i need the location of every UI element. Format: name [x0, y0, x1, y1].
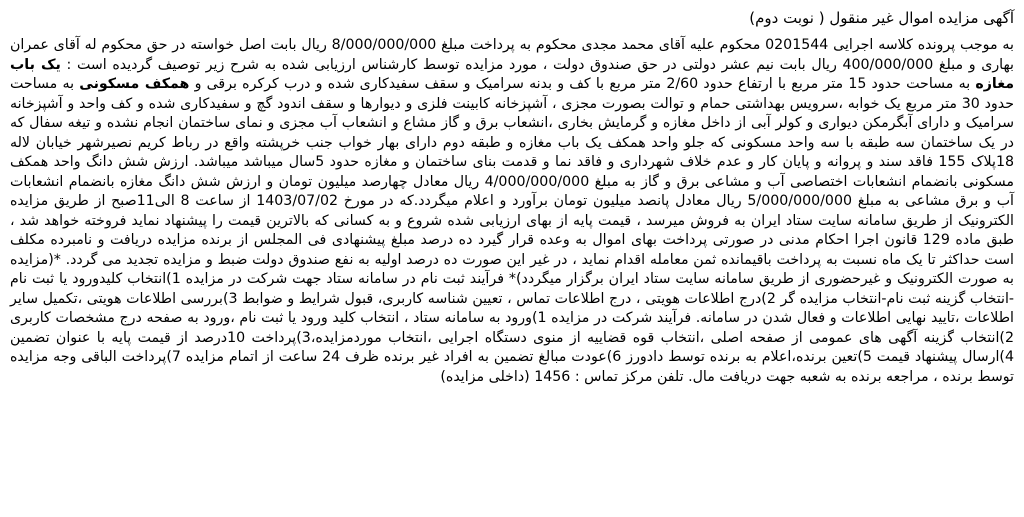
residence-label: همکف مسکونی	[79, 76, 190, 92]
notice-body	[10, 36, 1014, 387]
notice-body-part-1: به موجب پرونده کلاسه اجرایی 0201544 محکوم علیه آقای محمد مجدی محکوم به پرداخت مبلغ 8/000/000/000 ریال بابت اصل خواسته در حق محکوم له آقای عمران بهاری و مبلغ 400/000/000 ریال بابت نیم عشر دولتی در حق صندوق دولت ، مورد مزایده توسط کارشناس ارزیابی شده به شرح زیر توصیف گردیده است :	[10, 37, 1014, 73]
notice-body-part-2: به مساحت حدود 15 متر مربع با ارتفاع حدود 2/60 متر مربع با کف و بدنه سرامیک و سقف سفیدکاری شده و درب کرکره برقی و	[189, 76, 976, 92]
notice-title: آگهی مزایده اموال غیر منقول ( نوبت دوم)	[749, 9, 1014, 27]
shop-label: یک باب مغازه	[10, 56, 1015, 92]
notice-body-part-3: به مساحت حدود 30 متر مربع یک خوابه ،سرویس بهداشتی حمام و توالت بصورت مجزی ، آشپزخانه کابینت فلزی و دیوارها و سقف اندود گچ و سفیدکاری شده و کف واحد و آشپزخانه سرامیک و دارای آبگرمکن دیواری و کولر آبی از داخل مغازه و گرمایش بخاری ،انشعاب برق و گاز مشاع و انشعاب آب مجزی و نمای ساختمان انجام نشده و تیغه سفال که در یک ساختمان سه طبقه با سه واحد مسکونی که جلو واحد همکف یک باب مغازه و طبقه دوم دارای بهار خواب جنب خرپشته واقع در رباط کریم نصیرشهر خیابان لاله 18پلاک 155 فاقد سند و پروانه و پایان کار و عدم خلاف شهرداری و فاقد نما و قدمت بنای ساختمان و مغازه حدود 5سال میباشد میباشد. ارزش شش دانگ واحد همکف مسکونی بانضمام انشعابات اختصاصی آب و مشاعی برق و گاز به مبلغ 4/000/000/000 ریال معادل چهارصد میلیون تومان و ارزش شش دانگ مغازه بانضمام انشعابات آب و برق مشاعی به مبلغ 5/000/000/000 ریال معادل پانصد میلیون تومان برآورد و اعلام میگردد.که در مورخ 1403/07/02 از ساعت 8 الی11صبح از طریق مزایده الکترونیک از طریق سامانه سایت ستاد ایران به فروش میرسد ، قیمت پایه از بهای ارزیابی شده شروع و به کسانی که بالاترین قیمت را پیشنهاد نماید فروخته خواهد شد ، طبق ماده 129 قانون اجرا احکام مدنی در صورتی پرداخت بهای اموال به وعده قرار گیرد ده درصد مبلغ پیشنهادی فی المجلس از برنده مزایده دریافت و نامبرده مکلف است حداکثر تا یک ماه نسبت به پرداخت باقیمانده ثمن معامله اقدام نماید ، در غیر این صورت ده درصد اولیه به نفع صندوق دولت ضبط و مزایده تجدید می گردد. *(مزایده به صورت الکترونیک و غیرحضوری از طریق سامانه سایت ستاد ایران برگزار میگردد)* فرآیند ثبت نام در سامانه ستاد جهت شرکت در مزایده 1)انتخاب کلیدورود یا ثبت نام -انتخاب گزینه ثبت نام-انتخاب مزایده گر 2)درج اطلاعات هویتی ، درج اطلاعات تماس ، تعیین شناسه کاربری، قبول شرایط و ضوابط 3)بررسی اطلاعات هویتی ،تکمیل سایر اطلاعات ،تایید نهایی اطلاعات و فعال شدن در سامانه. فرآیند شرکت در مزایده 1)ورود به سامانه ستاد ، انتخاب کلید ورود یا ثبت نام ،ورود به صفحه درج مشخصات کاربری 2)انتخاب گزینه آگهی های عمومی از صفحه اصلی ،انتخاب قوه قضاییه از منوی دستگاه اجرایی ،انتخاب موردمزایده،3)پرداخت 10درصد از قیمت پایه با عنوان تضمین 4)ارسال پیشنهاد قیمت 5)تعین برنده،اعلام به برنده توسط دادورز 6)عودت مبالغ تضمین به افراد غیر برنده ظرف 24 ساعت از اتمام مزایده 7)پرداخت الباقی وجه مزایده توسط برنده ، مراجعه برنده به شعبه جهت دریافت مال. تلفن مرکز تماس : 1456 (داخلی مزایده)	[10, 76, 1015, 385]
